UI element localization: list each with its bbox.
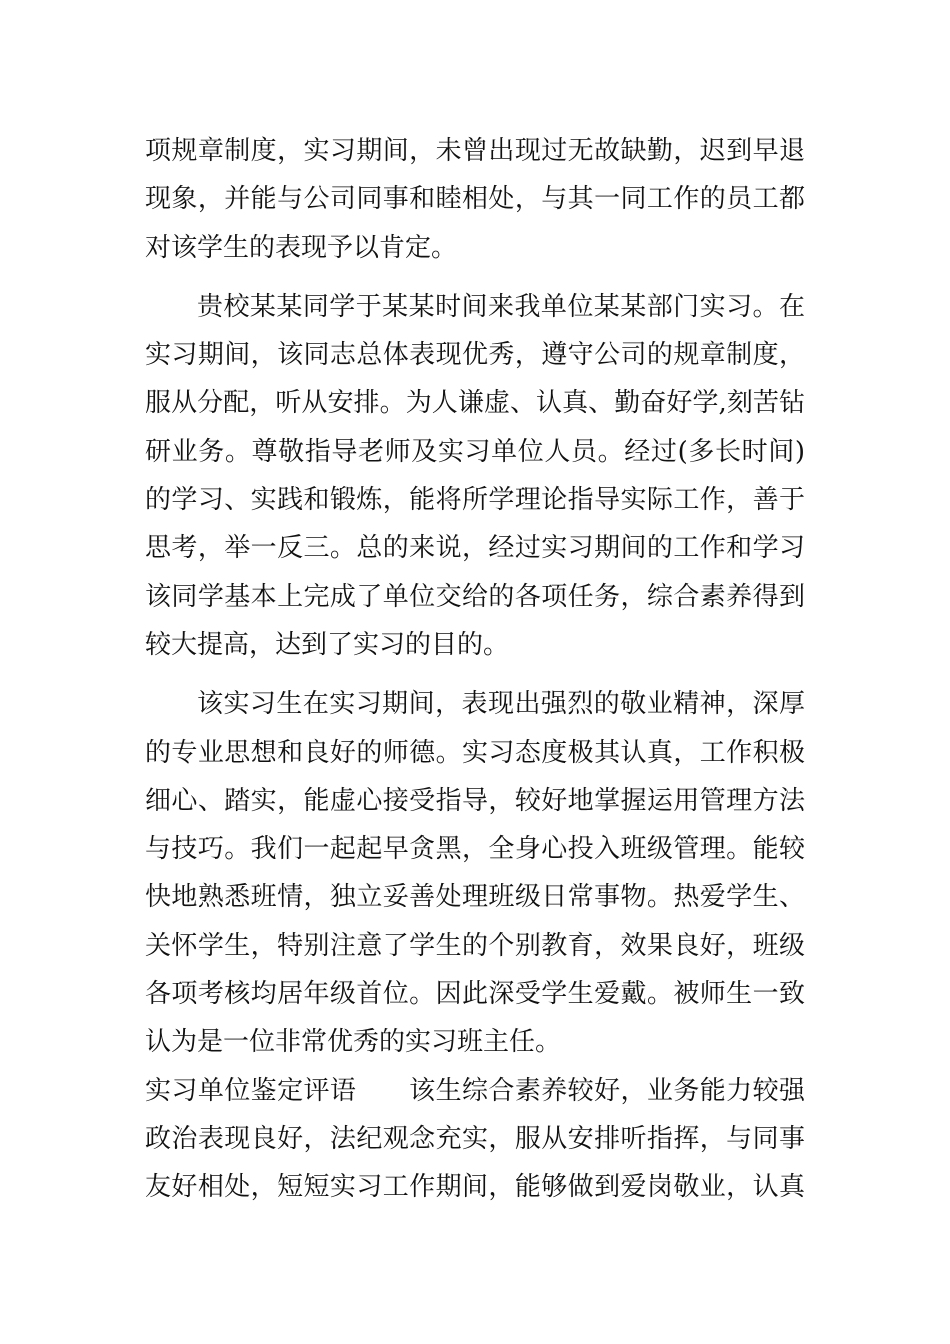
text-line: 贵校某某同学于某某时间来我单位某某部门实习。在 xyxy=(197,291,805,322)
paragraph xyxy=(145,127,805,272)
text-line: 友好相处，短短实习工作期间，能够做到爱岗敬业，认真 xyxy=(145,1172,805,1203)
text-line: 细心、踏实，能虚心接受指导，较好地掌握运用管理方法 xyxy=(145,785,805,816)
paragraph xyxy=(145,680,805,1066)
text-line: 认为是一位非常优秀的实习班主任。 xyxy=(145,1027,562,1058)
text-line: 的专业思想和良好的师德。实习态度极其认真，工作积极 xyxy=(145,737,805,768)
text-line: 该实习生在实习期间，表现出强烈的敬业精神，深厚 xyxy=(197,689,805,720)
text-line: 较大提高，达到了实习的目的。 xyxy=(145,629,510,660)
text-line: 与技巧。我们一起起早贪黑，全身心投入班级管理。能较 xyxy=(145,834,805,865)
text-line: 服从分配，听从安排。为人谦虚、认真、勤奋好学,刻苦钻 xyxy=(145,388,805,419)
text-line: 思考，举一反三。总的来说，经过实习期间的工作和学习 xyxy=(145,533,805,564)
text-line: 该同学基本上完成了单位交给的各项任务，综合素养得到 xyxy=(145,581,805,612)
text-line: 实习单位鉴定评语 该生综合素养较好，业务能力较强 xyxy=(145,1075,805,1106)
text-line: 政治表现良好，法纪观念充实，服从安排听指挥，与同事 xyxy=(145,1123,805,1154)
paragraph-spacer xyxy=(145,669,805,680)
paragraph-spacer xyxy=(145,272,805,283)
paragraph xyxy=(145,1067,805,1212)
text-line: 项规章制度，实习期间，未曾出现过无故缺勤，迟到早退 xyxy=(145,136,805,166)
text-line: 现象，并能与公司同事和睦相处，与其一同工作的员工都 xyxy=(145,184,805,215)
paragraph xyxy=(145,283,805,669)
text-line: 各项考核均居年级首位。因此深受学生爱戴。被师生一致 xyxy=(145,979,805,1010)
document-body xyxy=(145,127,805,1212)
text-line: 关怀学生，特别注意了学生的个别教育，效果良好，班级 xyxy=(145,930,805,961)
text-line: 的学习、实践和锻炼，能将所学理论指导实际工作，善于 xyxy=(145,485,805,516)
text-line: 快地熟悉班情，独立妥善处理班级日常事物。热爱学生、 xyxy=(145,882,805,913)
text-line: 对该学生的表现予以肯定。 xyxy=(145,232,458,263)
text-line: 实习期间，该同志总体表现优秀，遵守公司的规章制度， xyxy=(145,340,805,371)
text-line: 研业务。尊敬指导老师及实习单位人员。经过(多长时间) xyxy=(145,436,805,467)
